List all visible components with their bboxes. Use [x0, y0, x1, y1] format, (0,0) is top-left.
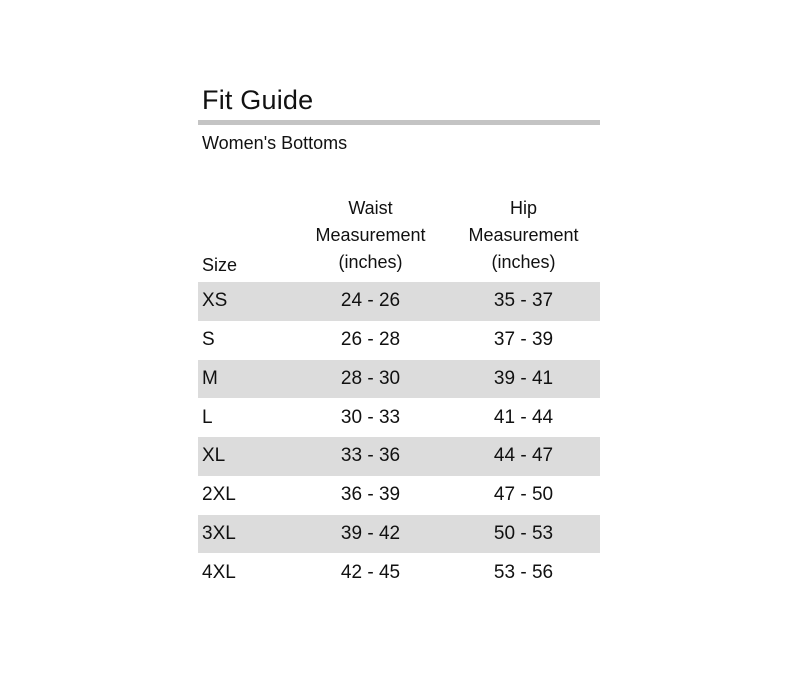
- header-hip-line-3: (inches): [491, 252, 556, 272]
- waist-cell: 30 - 33: [340, 406, 401, 428]
- header-waist-line-1: Waist: [348, 198, 393, 218]
- hip-cell: 41 - 44: [493, 406, 554, 428]
- hip-cell: 39 - 41: [447, 360, 600, 399]
- waist-cell: 39 - 42: [294, 515, 447, 554]
- header-size: Size: [202, 255, 238, 275]
- page-subtitle: Women's Bottoms: [202, 133, 348, 153]
- waist-cell: 26 - 28: [340, 329, 401, 351]
- waist-cell: 24 - 26: [294, 282, 447, 321]
- waist-cell: 36 - 39: [340, 484, 401, 506]
- size-cell: L: [202, 406, 213, 428]
- table-row: [198, 360, 600, 399]
- table-row: [198, 282, 600, 321]
- table-row: [198, 553, 600, 592]
- hip-cell: 50 - 53: [447, 515, 600, 554]
- waist-cell: 28 - 30: [294, 360, 447, 399]
- waist-cell: 33 - 36: [294, 437, 447, 476]
- title-divider: [198, 120, 600, 125]
- header-hip-line-2: Measurement: [468, 225, 579, 245]
- table-header-row: [198, 195, 600, 282]
- size-cell: 2XL: [202, 484, 236, 506]
- size-chart-table: [198, 195, 600, 592]
- table-row: [198, 476, 600, 515]
- table-row: [198, 437, 600, 476]
- hip-cell: 35 - 37: [447, 282, 600, 321]
- header-waist: [294, 195, 447, 282]
- size-cell: 4XL: [202, 561, 236, 583]
- waist-cell: 42 - 45: [340, 561, 401, 583]
- table-row: [198, 321, 600, 360]
- header-waist-line-2: Measurement: [315, 225, 426, 245]
- header-hip-line-1: Hip: [509, 198, 537, 218]
- hip-cell: 44 - 47: [447, 437, 600, 476]
- header-hip: [447, 195, 600, 282]
- header-waist-line-3: (inches): [338, 252, 403, 272]
- table-row: [198, 515, 600, 554]
- size-cell: S: [202, 329, 215, 351]
- size-cell: XL: [198, 437, 294, 476]
- page-title: Fit Guide: [202, 85, 314, 115]
- size-cell: M: [198, 360, 294, 399]
- size-cell: 3XL: [198, 515, 294, 554]
- hip-cell: 53 - 56: [493, 561, 554, 583]
- fit-guide: [198, 84, 600, 592]
- hip-cell: 47 - 50: [493, 484, 554, 506]
- size-cell: XS: [198, 282, 294, 321]
- hip-cell: 37 - 39: [493, 329, 554, 351]
- table-row: [198, 398, 600, 437]
